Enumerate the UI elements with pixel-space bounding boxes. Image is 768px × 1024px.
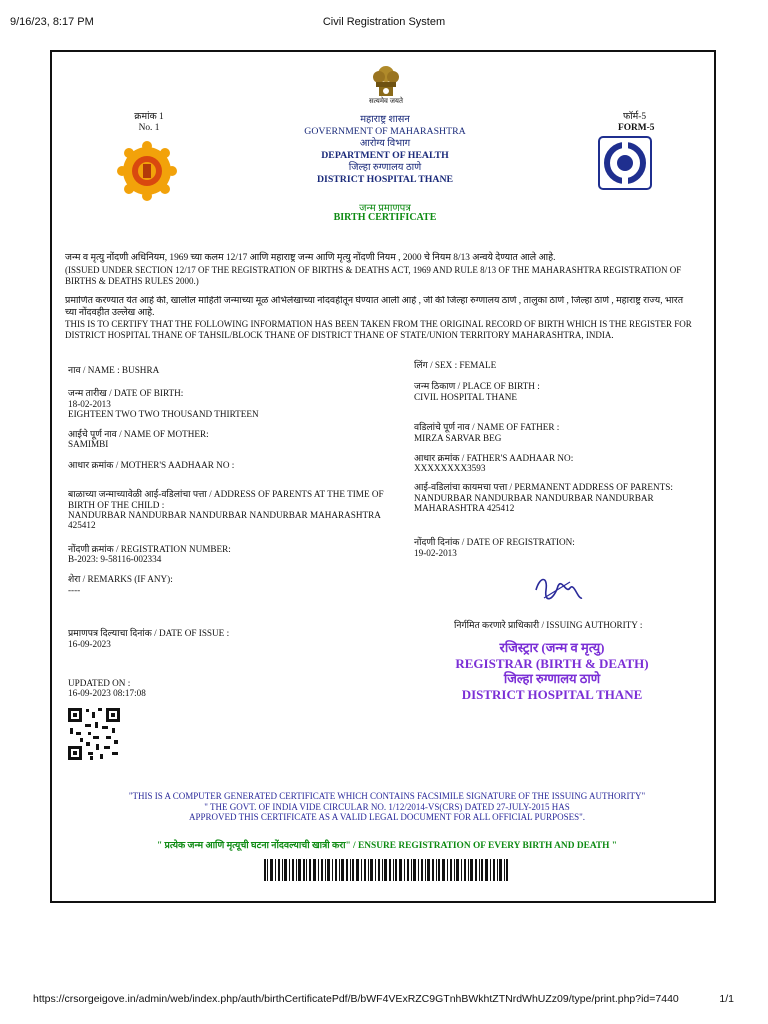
address-perm-value-1: NANDURBAR NANDURBAR NANDURBAR NANDURBAR: [414, 493, 654, 503]
dept-en: DEPARTMENT OF HEALTH: [321, 150, 449, 161]
serial-label-mr: क्रमांक 1: [134, 112, 164, 122]
father-aadhaar-value: XXXXXXXX3593: [414, 463, 486, 473]
dob-value: 18-02-2013: [68, 399, 111, 409]
print-header: [0, 16, 768, 32]
issued-statement-en-2: BIRTHS & DEATHS RULES 2000.): [65, 276, 199, 286]
emblem-motto: सत्यमेव जयते: [369, 97, 403, 105]
address-perm-value-2: MAHARASHTRA 425412: [414, 503, 515, 513]
disclaimer-line-2: " THE GOVT. OF INDIA VIDE CIRCULAR NO. 1/12/2014-VS(CRS) DATED 27-JULY-2015 HAS: [204, 801, 570, 812]
dob-label: जन्म तारीख / DATE OF BIRTH:: [68, 388, 184, 398]
authority-line-4: DISTRICT HOSPITAL THANE: [461, 686, 643, 702]
reg-number-label: नोंदणी क्रमांक / REGISTRATION NUMBER:: [68, 544, 231, 554]
birth-certificate: [50, 50, 716, 903]
issuing-authority-label: निर्गमित करणारे प्राधिकारी / ISSUING AUTHORITY :: [454, 620, 643, 630]
father-name-label: वडिलांचे पूर्ण नाव / NAME OF FATHER :: [414, 422, 560, 432]
disclaimer-line-1: "THIS IS A COMPUTER GENERATED CERTIFICATE WHICH CONTAINS FACSIMILE SIGNATURE OF THE ISSUING AUTHORITY": [128, 791, 646, 801]
disclaimer-line-3: APPROVED THIS CERTIFICATE AS A VALID LEGAL DOCUMENT FOR ALL OFFICIAL PURPOSES".: [188, 812, 586, 822]
page-number: 1/1: [719, 993, 734, 1005]
print-title: Civil Registration System: [322, 16, 446, 28]
father-aadhaar-label: आधार क्रमांक / FATHER'S AADHAAR NO:: [414, 453, 574, 463]
mother-aadhaar-label: आधार क्रमांक / MOTHER'S AADHAAR NO :: [68, 460, 235, 470]
issued-statement-en-1: (ISSUED UNDER SECTION 12/17 OF THE REGISTRATION OF BIRTHS & DEATHS ACT, 1969 AND RULE 8/13 OF THE MAHARASHTRA REGISTRATION OF: [65, 265, 682, 275]
disclaimer-block: [92, 791, 682, 823]
address-birth-label-2: BIRTH OF THE CHILD :: [68, 500, 165, 510]
address-birth-label-1: बाळाच्या जन्माच्यावेळी आई-वडिलांचा पत्ता / ADDRESS OF PARENTS AT THE TIME OF: [68, 489, 384, 499]
header-title-block: [252, 114, 518, 186]
gov-en: GOVERNMENT OF MAHARASHTRA: [304, 126, 466, 137]
print-date: 9/16/23, 8:17 PM: [10, 16, 94, 28]
pob-label: जन्म ठिकाण / PLACE OF BIRTH :: [414, 381, 540, 391]
remarks-value: ----: [68, 585, 81, 595]
dob-words: EIGHTEEN TWO TWO THOUSAND THIRTEEN: [68, 409, 259, 419]
authority-line-3: जिल्हा रुग्णालय ठाणे: [503, 671, 601, 686]
sex-field: लिंग / SEX : FEMALE: [414, 360, 497, 370]
gov-mr: महाराष्ट्र शासन: [360, 114, 410, 125]
issue-date-label: प्रमाणपत्र दिल्याचा दिनांक / DATE OF ISSUE :: [68, 628, 230, 638]
address-perm-label: आई-वडिलांचा कायमचा पत्ता / PERMANENT ADDRESS OF PARENTS:: [414, 482, 673, 492]
reg-number-value: B-2023: 9-58116-002334: [68, 554, 162, 564]
health-logo-icon: [598, 136, 652, 190]
reg-date-label: नोंदणी दिनांक / DATE OF REGISTRATION:: [414, 537, 575, 547]
form-label-en: FORM-5: [618, 123, 655, 133]
slogan: " प्रत्येक जन्म आणि मृत्यूची घटना नोंदवल्याची खात्री करा" / ENSURE REGISTRATION OF EVERY BIRTH AND DEATH ": [156, 841, 618, 851]
hospital-en: DISTRICT HOSPITAL THANE: [316, 174, 454, 185]
cert-title-en: BIRTH CERTIFICATE: [333, 212, 437, 223]
form-label-mr: फॉर्म-5: [623, 112, 647, 122]
qr-code-icon: [66, 706, 122, 762]
address-birth-value-1: NANDURBAR NANDURBAR NANDURBAR NANDURBAR MAHARASHTRA: [68, 510, 381, 520]
mother-name-value: SAMIMBI: [68, 439, 109, 449]
print-url: https://crsorgeigove.in/admin/web/index.php/auth/birthCertificatePdf/B/bWF4VExRZC9GTnhBWkhtZTNrdWhUZz09/type/print.php?id=7440: [33, 993, 679, 1005]
reg-date-value: 19-02-2013: [414, 548, 457, 558]
hospital-mr: जिल्हा रुग्णालय ठाणे: [348, 162, 422, 173]
issue-date-value: 16-09-2023: [68, 639, 111, 649]
authority-block: [422, 640, 682, 702]
father-name-value: MIRZA SARVAR BEG: [414, 433, 502, 443]
authority-line-2: REGISTRAR (BIRTH & DEATH): [455, 655, 649, 671]
address-birth-value-2: 425412: [68, 520, 96, 530]
updated-label: UPDATED ON :: [68, 678, 131, 688]
updated-value: 16-09-2023 08:17:08: [68, 688, 146, 698]
certify-statement-en-1: THIS IS TO CERTIFY THAT THE FOLLOWING INFORMATION HAS BEEN TAKEN FROM THE ORIGINAL RECORD OF BIRTH WHICH IS THE REGISTER FOR: [65, 319, 692, 329]
signature-icon: [530, 570, 586, 610]
serial-label-en: No. 1: [138, 123, 160, 133]
maharashtra-seal-icon: [116, 140, 178, 202]
issued-statement-mr: जन्म व मृत्यु नोंदणी अधिनियम, 1969 च्या कलम 12/17 आणि महाराष्ट्र जन्म आणि मृत्यु नोंदणी नियम , 2000 चे नियम 8/13 अन्वये देण्यात आले आहे.: [65, 253, 556, 263]
authority-line-1: रजिस्ट्रार (जन्म व मृत्यु): [499, 640, 605, 655]
cert-title-mr: जन्म प्रमाणपत्र: [359, 203, 411, 214]
mother-name-label: आईचे पूर्ण नाव / NAME OF MOTHER:: [68, 429, 209, 439]
certify-statement-mr-2: च्या नोंदवहीत उल्लेख आहे.: [65, 308, 155, 318]
dept-mr: आरोग्य विभाग: [359, 138, 411, 149]
name-field: नाव / NAME : BUSHRA: [68, 365, 160, 375]
certify-statement-mr-1: प्रमाणित करण्यात येत आहे की, खालील माहिती जन्माच्या मूळ अभिलेखाच्या नोंदवहीतून घेण्यात आली आहे , जी की जिल्हा रुग्णालय ठाणे , तालुका ठाणे , जिल्हा ठाणे , महाराष्ट्र राज्य, भारत: [65, 296, 684, 306]
barcode-icon: [264, 859, 508, 881]
certify-statement-en-2: DISTRICT HOSPITAL THANE OF TAHSIL/BLOCK THANE OF DISTRICT THANE OF STATE/UNION TERRITORY MAHARASHTRA, INDIA.: [65, 330, 614, 340]
remarks-label: शेरा / REMARKS (IF ANY):: [68, 574, 173, 584]
pob-value: CIVIL HOSPITAL THANE: [414, 392, 518, 402]
